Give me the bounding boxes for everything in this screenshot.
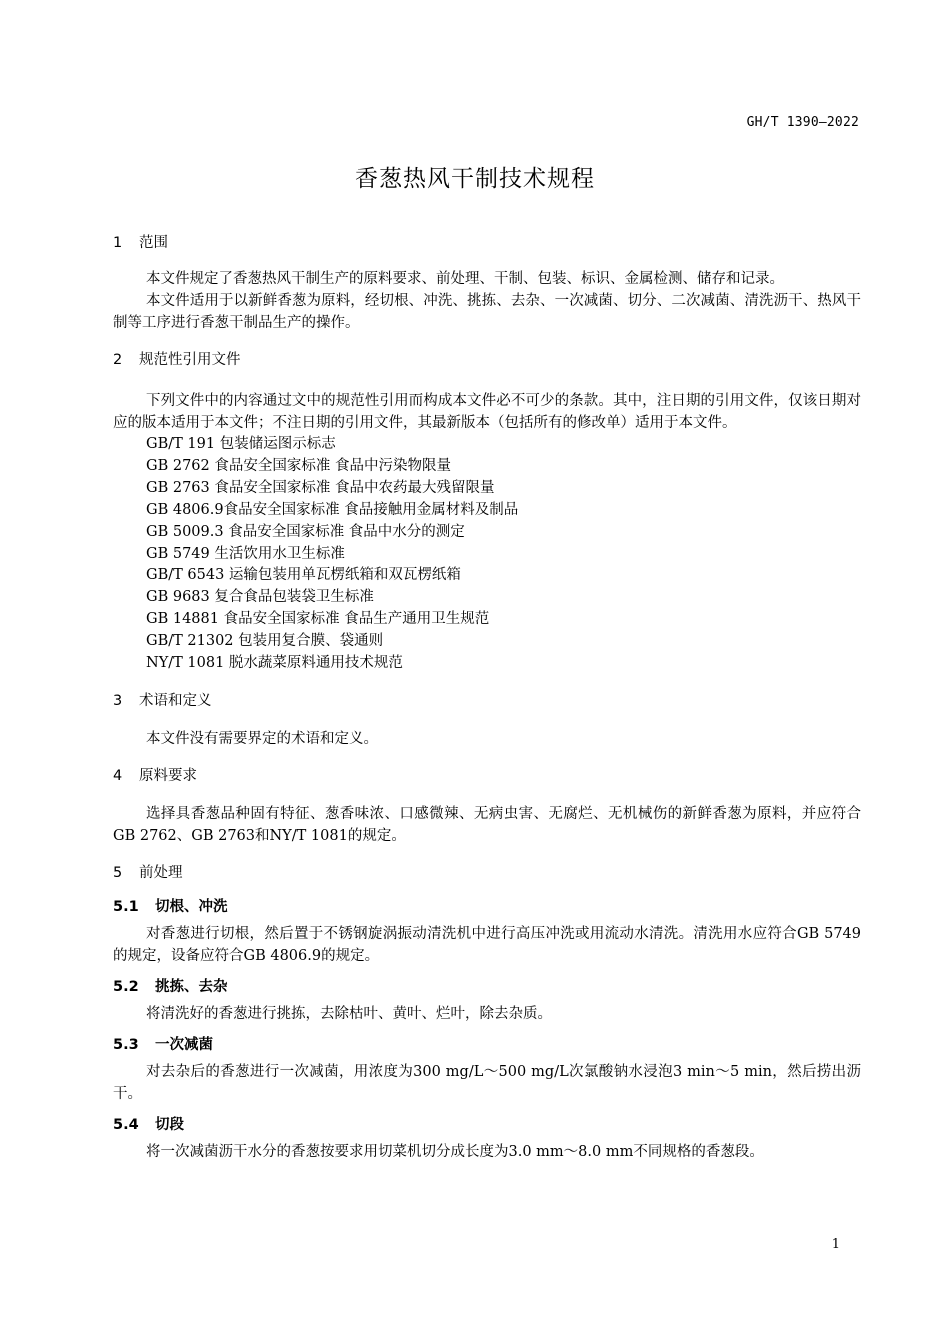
normative-reference-list [113, 434, 861, 675]
paragraph: 本文件适用于以新鲜香葱为原料，经切根、冲洗、挑拣、去杂、一次减菌、切分、二次减菌、清洗沥干、热风干制等工序进行香葱干制品生产的操作。 [113, 293, 861, 331]
paragraph: 本文件规定了香葱热风干制生产的原料要求、前处理、干制、包装、标识、金属检测、储存和记录。 [146, 271, 784, 287]
paragraph: 对去杂后的香葱进行一次减菌，用浓度为300 mg/L～500 mg/L次氯酸钠水浸泡3 min～5 min，然后捞出沥干。 [113, 1063, 861, 1102]
subsection-number: 5.4 [113, 1116, 139, 1133]
subsection-number: 5.1 [113, 898, 139, 915]
section-number: 3 [113, 692, 123, 709]
reference-item: GB/T 21302 包装用复合膜、袋通则 [146, 633, 384, 650]
reference-item: GB 2762 食品安全国家标准 食品中污染物限量 [146, 457, 451, 474]
section-heading-2 [113, 349, 861, 371]
subsection-title: 切段 [155, 1116, 184, 1133]
section-number: 2 [113, 352, 123, 368]
document-body [113, 232, 861, 1163]
paragraph: 选择具香葱品种固有特征、葱香味浓、口感微辣、无病虫害、无腐烂、无机械伤的新鲜香葱为原料，并应符合GB 2762、GB 2763和NY/T 1081的规定。 [113, 805, 861, 844]
section-number: 1 [113, 235, 123, 251]
section-heading-1 [113, 232, 861, 254]
section-heading-5 [113, 862, 861, 884]
section-heading-3 [113, 690, 861, 712]
section-number: 4 [113, 767, 123, 784]
section-title: 原料要求 [139, 767, 197, 784]
subsection-heading-5-3 [113, 1034, 861, 1056]
subsection-title: 挑拣、去杂 [155, 978, 228, 995]
reference-item: GB 2763 食品安全国家标准 食品中农药最大残留限量 [146, 479, 495, 496]
section-title: 规范性引用文件 [139, 352, 241, 368]
subsection-number: 5.2 [113, 978, 139, 995]
subsection-title: 一次减菌 [155, 1036, 213, 1053]
reference-item: GB 4806.9食品安全国家标准 食品接触用金属材料及制品 [146, 501, 519, 518]
paragraph: 下列文件中的内容通过文中的规范性引用而构成本文件必不可少的条款。其中，注日期的引用文件，仅该日期对应的版本适用于本文件；不注日期的引用文件，其最新版本（包括所有的修改单）适用于本文件。 [113, 393, 861, 431]
reference-item: NY/T 1081 脱水蔬菜原料通用技术规范 [146, 655, 403, 672]
section-title: 范围 [139, 235, 168, 251]
subsection-number: 5.3 [113, 1036, 139, 1053]
paragraph: 将清洗好的香葱进行挑拣，去除枯叶、黄叶、烂叶，除去杂质。 [146, 1005, 552, 1022]
reference-item: GB/T 191 包装储运图示标志 [146, 436, 336, 452]
subsection-heading-5-4 [113, 1114, 861, 1136]
paragraph: 本文件没有需要界定的术语和定义。 [146, 730, 378, 747]
reference-item: GB 5009.3 食品安全国家标准 食品中水分的测定 [146, 523, 465, 540]
paragraph: 将一次减菌沥干水分的香葱按要求用切菜机切分成长度为3.0 mm～8.0 mm不同规格的香葱段。 [146, 1143, 764, 1160]
paragraph: 对香葱进行切根，然后置于不锈钢旋涡振动清洗机中进行高压冲洗或用流动水清洗。清洗用水应符合GB 5749的规定，设备应符合GB 4806.9的规定。 [113, 925, 861, 964]
standard-number: GH/T 1390—2022 [746, 115, 859, 130]
page-number: 1 [831, 1237, 840, 1252]
subsection-heading-5-1 [113, 896, 861, 918]
section-heading-4 [113, 765, 861, 787]
reference-item: GB 9683 复合食品包装袋卫生标准 [146, 589, 374, 606]
subsection-heading-5-2 [113, 976, 861, 998]
subsection-title: 切根、冲洗 [155, 898, 228, 915]
section-title: 术语和定义 [139, 692, 212, 709]
section-number: 5 [113, 864, 123, 881]
reference-item: GB 14881 食品安全国家标准 食品生产通用卫生规范 [146, 611, 490, 628]
reference-item: GB/T 6543 运输包装用单瓦楞纸箱和双瓦楞纸箱 [146, 567, 461, 584]
reference-item: GB 5749 生活饮用水卫生标准 [146, 545, 345, 562]
section-title: 前处理 [139, 864, 183, 881]
document-title: 香葱热风干制技术规程 [355, 166, 595, 192]
